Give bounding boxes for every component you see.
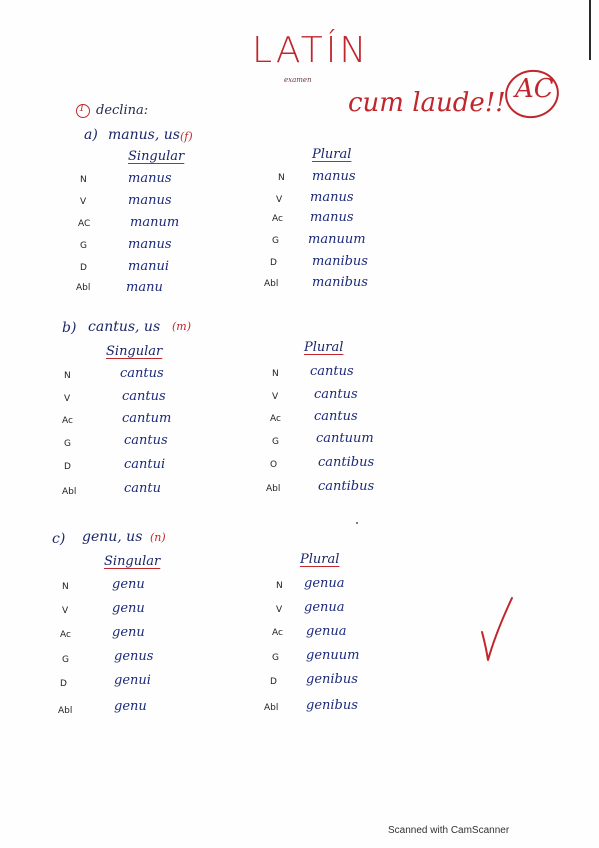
section-a-sg-case: Abl: [76, 283, 91, 293]
section-b-sg-form: cantus: [120, 366, 164, 381]
section-c-sg-case: N: [62, 582, 69, 592]
section-a-sg-form: manus: [128, 171, 172, 186]
section-c-noun: genu, us: [82, 529, 143, 545]
section-b-sg-case: Ac: [62, 416, 73, 426]
section-c-sg-case: V: [62, 606, 69, 616]
section-a-pl-case: Abl: [264, 279, 279, 289]
section-a-sg-case: G: [80, 241, 87, 251]
section-b-sg-case: G: [64, 439, 71, 449]
section-b-pl-case: O: [270, 460, 278, 470]
section-b-pl-case: Abl: [266, 484, 281, 494]
section-a-noun: manus, us: [108, 127, 180, 143]
section-b-sg-case: Abl: [62, 487, 77, 497]
task-instruction: declina:: [96, 103, 149, 118]
section-c-letter: c): [52, 531, 66, 547]
section-b-pl-form: cantibus: [318, 455, 375, 470]
scanner-footer: Scanned with CamScanner: [388, 825, 510, 836]
section-a-pl-case: V: [276, 195, 283, 205]
ink-dot: [356, 522, 358, 524]
section-a-pl-form: manus: [310, 210, 354, 225]
section-a-sg-form: manu: [126, 280, 163, 295]
section-b-plural-header: Plural: [304, 340, 344, 355]
page-subtitle: examen: [284, 76, 312, 84]
section-b-pl-form: cantus: [314, 409, 358, 424]
section-c-sg-case: G: [62, 655, 69, 665]
section-c-pl-case: Ac: [272, 628, 283, 638]
section-a-plural-header: Plural: [312, 147, 352, 162]
section-a-sg-case: N: [80, 175, 87, 185]
section-b-pl-case: V: [272, 392, 279, 402]
section-b-sg-case: D: [64, 462, 71, 472]
section-b-letter: b): [62, 320, 77, 336]
section-a-gender: (f): [180, 130, 193, 143]
page-edge-mark: [589, 0, 591, 60]
section-c-sg-form: genu: [112, 601, 145, 616]
section-a-pl-case: N: [278, 173, 285, 183]
section-b-gender: (m): [172, 320, 192, 333]
section-c-sg-case: Ac: [60, 630, 71, 640]
section-c-sg-form: genu: [114, 699, 147, 714]
section-b-sg-case: V: [64, 394, 71, 404]
section-c-singular-header: Singular: [104, 554, 161, 569]
section-b-pl-case: N: [272, 369, 279, 379]
section-c-pl-form: genuum: [306, 648, 360, 663]
section-a-pl-case: G: [272, 236, 279, 246]
section-c-pl-form: genibus: [306, 698, 358, 713]
section-c-pl-form: genua: [304, 576, 345, 591]
section-b-pl-form: cantus: [310, 364, 354, 379]
section-b-sg-form: cantum: [122, 411, 172, 426]
section-a-pl-form: manus: [310, 190, 354, 205]
section-b-pl-form: cantus: [314, 387, 358, 402]
section-a-sg-case: D: [80, 263, 87, 273]
section-c-sg-form: genui: [114, 673, 151, 688]
section-c-pl-case: V: [276, 605, 283, 615]
section-a-pl-case: D: [270, 258, 277, 268]
section-c-sg-form: genu: [112, 625, 145, 640]
section-c-pl-form: genibus: [306, 672, 358, 687]
section-b-singular-header: Singular: [106, 344, 163, 359]
grade-mark: AC: [515, 74, 554, 104]
section-a-letter: a): [84, 127, 98, 143]
section-b-pl-form: cantuum: [316, 431, 374, 446]
section-c-sg-case: Abl: [58, 706, 73, 716]
section-c-sg-form: genu: [112, 577, 145, 592]
section-a-singular-header: Singular: [128, 149, 185, 164]
section-a-pl-form: manuum: [308, 232, 366, 247]
section-c-pl-case: Abl: [264, 703, 279, 713]
section-b-sg-form: cantu: [124, 481, 162, 496]
section-c-plural-header: Plural: [300, 552, 340, 567]
section-a-pl-case: Ac: [272, 214, 283, 224]
section-c-sg-case: D: [60, 679, 67, 689]
section-a-sg-form: manui: [128, 259, 169, 274]
section-b-pl-case: Ac: [270, 414, 281, 424]
section-b-pl-form: cantibus: [318, 479, 375, 494]
teacher-praise: cum laude!!: [348, 88, 506, 118]
section-a-sg-case: AC: [78, 219, 91, 229]
section-a-sg-form: manum: [130, 215, 180, 230]
section-b-sg-case: N: [64, 371, 71, 381]
section-c-pl-form: genua: [304, 600, 345, 615]
section-a-pl-form: manibus: [312, 254, 368, 269]
section-a-pl-form: manibus: [312, 275, 368, 290]
section-c-gender: (n): [150, 531, 166, 544]
section-a-sg-form: manus: [128, 193, 172, 208]
section-b-sg-form: cantus: [122, 389, 166, 404]
section-c-pl-case: N: [276, 581, 283, 591]
section-a-sg-case: V: [80, 197, 87, 207]
section-b-pl-case: G: [272, 437, 279, 447]
section-b-sg-form: cantus: [124, 433, 168, 448]
section-c-sg-form: genus: [114, 649, 154, 664]
section-c-pl-case: D: [270, 677, 277, 687]
section-c-pl-case: G: [272, 653, 279, 663]
section-a-pl-form: manus: [312, 169, 356, 184]
section-b-sg-form: cantui: [124, 457, 166, 472]
task-number: 1: [79, 104, 85, 114]
section-c-pl-form: genua: [306, 624, 347, 639]
page-title: LATÍN: [252, 30, 370, 71]
section-b-noun: cantus, us: [88, 319, 161, 335]
section-a-sg-form: manus: [128, 237, 172, 252]
checkmark-icon: [478, 592, 518, 672]
